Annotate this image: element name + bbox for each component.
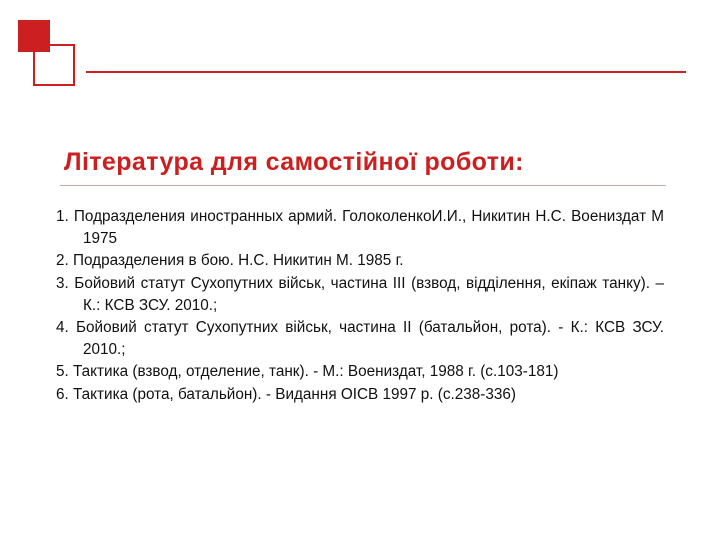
title-underline	[60, 185, 666, 186]
reference-item-6: 6. Тактика (рота, батальйон). - Видання ОІСВ 1997 р. (с.238-336)	[56, 385, 517, 403]
reference-list	[56, 206, 664, 406]
slide-title: Література для самостійної роботи:	[64, 148, 524, 176]
reference-item-5: 5. Тактика (взвод, отделение, танк). - М.: Воениздат, 1988 г. (с.103-181)	[56, 363, 559, 381]
reference-item-4: 4. Бойовий статут Сухопутних військ, частина II (батальйон, рота). - К.: КСВ ЗСУ. 2010.;	[56, 319, 664, 359]
decorative-outline-square	[33, 44, 75, 86]
reference-item-1: 1. Подразделения иностранных армий. ГолоколенкоИ.И., Никитин Н.С. Воениздат М 1975	[56, 208, 664, 248]
top-accent-rule	[86, 71, 686, 73]
reference-item-3: 3. Бойовий статут Сухопутних військ, частина III (взвод, відділення, екіпаж танку). – К.: КСВ ЗСУ. 2010.;	[56, 274, 664, 314]
reference-item-2: 2. Подразделения в бою. Н.С. Никитин М. 1985 г.	[56, 252, 404, 270]
